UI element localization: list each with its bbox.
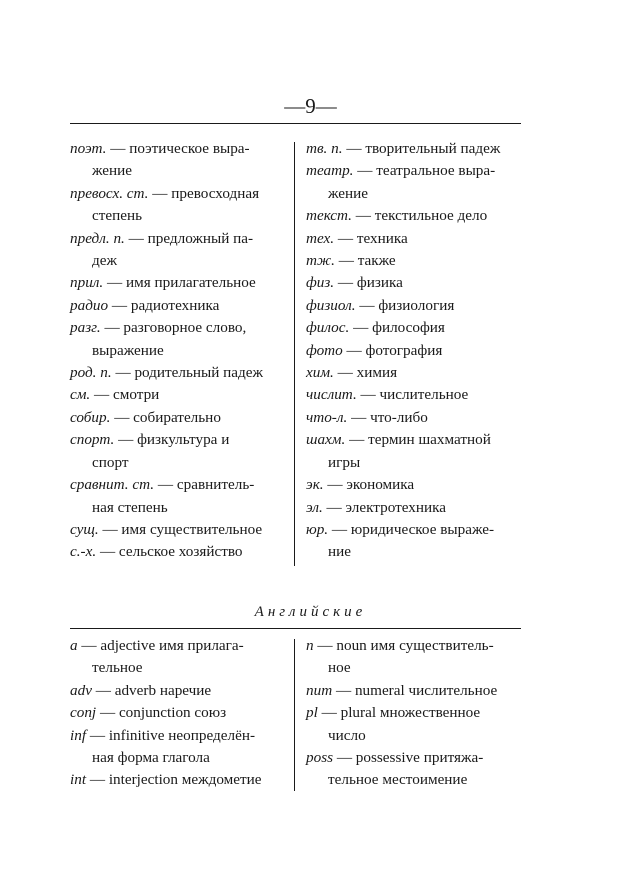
- entry-definition: — possessive притяжа-: [336, 749, 484, 767]
- dictionary-entry: [70, 635, 283, 680]
- entry-abbreviation: поэт.: [70, 140, 107, 157]
- entry-abbreviation: см.: [70, 386, 91, 404]
- entry-abbreviation: разг.: [70, 319, 101, 337]
- dictionary-entry: [306, 340, 521, 362]
- dictionary-entry: [306, 474, 521, 496]
- entry-definition: — радиотехника: [111, 296, 220, 314]
- entry-continuation: ная степень: [92, 498, 168, 516]
- entry-abbreviation: inf: [70, 726, 87, 744]
- dictionary-entry: [70, 384, 283, 406]
- entry-definition: — infinitive неопределён-: [89, 726, 256, 744]
- column-divider: [294, 142, 295, 566]
- entry-definition: — театральное выра-: [357, 162, 496, 180]
- entry-abbreviation: poss: [306, 749, 334, 767]
- entry-abbreviation: int: [70, 771, 87, 789]
- dictionary-entry: [306, 407, 521, 429]
- entry-definition: — юридическое выраже-: [331, 520, 495, 538]
- entry-definition: — физкультура и: [118, 431, 230, 449]
- dictionary-entry: [70, 362, 283, 384]
- entry-abbreviation: прил.: [70, 274, 104, 292]
- entry-continuation: жение: [92, 162, 133, 180]
- entry-abbreviation: тж.: [306, 252, 335, 270]
- page-number: —9—: [284, 94, 337, 118]
- entry-abbreviation: pl: [306, 704, 318, 722]
- entry-definition: — разговорное слово,: [104, 319, 247, 337]
- entry-definition: — техника: [337, 229, 408, 247]
- entry-continuation: игры: [328, 453, 361, 471]
- dictionary-entry: [70, 228, 283, 273]
- entry-abbreviation: физиол.: [306, 296, 356, 314]
- entry-definition: — поэтическое выра-: [110, 140, 250, 157]
- entry-definition: — текстильное дело: [355, 207, 488, 225]
- dictionary-entry: [70, 474, 283, 519]
- entry-definition: — имя прилагательное: [107, 274, 256, 292]
- entry-abbreviation: юр.: [306, 520, 329, 538]
- entry-continuation: ная форма глагола: [92, 749, 210, 767]
- entry-abbreviation: a: [70, 637, 78, 654]
- entry-abbreviation: числит.: [306, 386, 357, 404]
- dictionary-entry: [70, 407, 283, 429]
- section-rule: [70, 628, 521, 629]
- entry-abbreviation: род. п.: [70, 364, 112, 382]
- entry-continuation: жение: [328, 184, 369, 202]
- entry-abbreviation: хим.: [306, 364, 334, 382]
- entry-continuation: спорт: [92, 453, 129, 471]
- dictionary-entry: [70, 702, 283, 724]
- entry-abbreviation: физ.: [306, 274, 335, 292]
- entry-abbreviation: тех.: [306, 229, 335, 247]
- entry-definition: — предложный па-: [128, 229, 254, 247]
- dictionary-entry: [306, 317, 521, 339]
- entry-definition: — сравнитель-: [157, 476, 255, 494]
- section-title: Английские: [254, 604, 367, 620]
- entry-definition: — электротехника: [326, 498, 446, 516]
- entry-continuation: тельное местоимение: [328, 771, 468, 789]
- dictionary-entry: [306, 295, 521, 317]
- header-rule: [70, 123, 521, 124]
- dictionary-entry: [70, 295, 283, 317]
- entry-definition: — термин шахматной: [349, 431, 491, 449]
- entry-continuation: степень: [92, 207, 143, 225]
- dictionary-entry: [306, 384, 521, 406]
- entry-abbreviation: превосх. ст.: [70, 184, 149, 202]
- entry-definition: — фотография: [346, 341, 443, 359]
- entry-definition: — noun имя существитель-: [317, 637, 494, 654]
- entry-definition: — interjection междометие: [89, 771, 262, 789]
- dictionary-entry: [306, 497, 521, 519]
- entry-definition: — физика: [337, 274, 403, 292]
- russian-abbreviations: [70, 138, 521, 568]
- entry-continuation: число: [328, 726, 366, 744]
- entry-abbreviation: эк.: [306, 476, 324, 494]
- entry-continuation: ние: [328, 543, 351, 561]
- entry-definition: — превосходная: [152, 184, 260, 202]
- dictionary-entry: [306, 250, 521, 272]
- dictionary-entry: [306, 702, 521, 747]
- entry-abbreviation: сущ.: [70, 520, 99, 538]
- english-abbreviations: [70, 635, 521, 795]
- entry-abbreviation: спорт.: [70, 431, 115, 449]
- entry-definition: — также: [338, 252, 396, 270]
- entry-definition: — adjective имя прилага-: [81, 637, 244, 654]
- entry-definition: — plural множественное: [321, 704, 481, 722]
- entry-abbreviation: с.-х.: [70, 543, 97, 561]
- dictionary-entry: [306, 138, 521, 160]
- dictionary-entry: [70, 725, 283, 770]
- entry-definition: — conjunction союз: [99, 704, 227, 722]
- russian-right-column: [306, 138, 521, 564]
- entry-abbreviation: театр.: [306, 162, 354, 180]
- dictionary-entry: [70, 138, 283, 183]
- dictionary-entry: [70, 541, 283, 563]
- entry-continuation: тельное: [92, 659, 143, 677]
- entry-definition: — экономика: [327, 476, 415, 494]
- entry-abbreviation: радио: [70, 296, 109, 314]
- entry-definition: — творительный падеж: [346, 140, 501, 157]
- english-left-column: [70, 635, 283, 792]
- entry-abbreviation: фото: [306, 341, 343, 359]
- dictionary-entry: [70, 769, 283, 791]
- dictionary-entry: [70, 183, 283, 228]
- entry-abbreviation: филос.: [306, 319, 350, 337]
- dictionary-entry: [306, 205, 521, 227]
- entry-abbreviation: шахм.: [306, 431, 346, 449]
- entry-definition: — сельское хозяйство: [99, 543, 243, 561]
- english-right-column: [306, 635, 521, 792]
- entry-continuation: ное: [328, 659, 351, 677]
- entry-abbreviation: эл.: [306, 498, 323, 516]
- entry-definition: — физиология: [359, 296, 455, 314]
- entry-definition: — adverb наречие: [95, 681, 212, 699]
- entry-definition: — химия: [337, 364, 398, 382]
- dictionary-entry: [70, 519, 283, 541]
- dictionary-entry: [306, 228, 521, 250]
- entry-continuation: деж: [92, 252, 117, 270]
- entry-abbreviation: что-л.: [306, 408, 348, 426]
- dictionary-entry: [70, 317, 283, 362]
- dictionary-entry: [306, 519, 521, 564]
- entry-abbreviation: предл. п.: [70, 229, 125, 247]
- entry-definition: — смотри: [94, 386, 160, 404]
- entry-definition: — собирательно: [114, 408, 221, 426]
- dictionary-entry: [70, 272, 283, 294]
- entry-abbreviation: собир.: [70, 408, 111, 426]
- entry-definition: — родительный падеж: [115, 364, 264, 382]
- entry-definition: — что-либо: [351, 408, 428, 426]
- entry-abbreviation: текст.: [306, 207, 352, 225]
- entry-abbreviation: adv: [70, 681, 92, 699]
- dictionary-entry: [306, 429, 521, 474]
- entry-definition: — философия: [353, 319, 445, 337]
- entry-definition: — numeral числительное: [335, 681, 498, 699]
- dictionary-entry: [306, 272, 521, 294]
- entry-definition: — имя существительное: [102, 520, 263, 538]
- entry-abbreviation: сравнит. ст.: [70, 476, 155, 494]
- column-divider: [294, 639, 295, 791]
- entry-definition: — числительное: [360, 386, 469, 404]
- dictionary-entry: [70, 680, 283, 702]
- dictionary-entry: [306, 635, 521, 680]
- dictionary-entry: [306, 747, 521, 792]
- dictionary-entry: [306, 680, 521, 702]
- entry-abbreviation: num: [306, 681, 333, 699]
- dictionary-entry: [306, 362, 521, 384]
- entry-abbreviation: тв. п.: [306, 140, 343, 157]
- entry-continuation: выражение: [92, 341, 164, 359]
- dictionary-entry: [306, 160, 521, 205]
- dictionary-entry: [70, 429, 283, 474]
- entry-abbreviation: n: [306, 637, 314, 654]
- russian-left-column: [70, 138, 283, 564]
- entry-abbreviation: conj: [70, 704, 97, 722]
